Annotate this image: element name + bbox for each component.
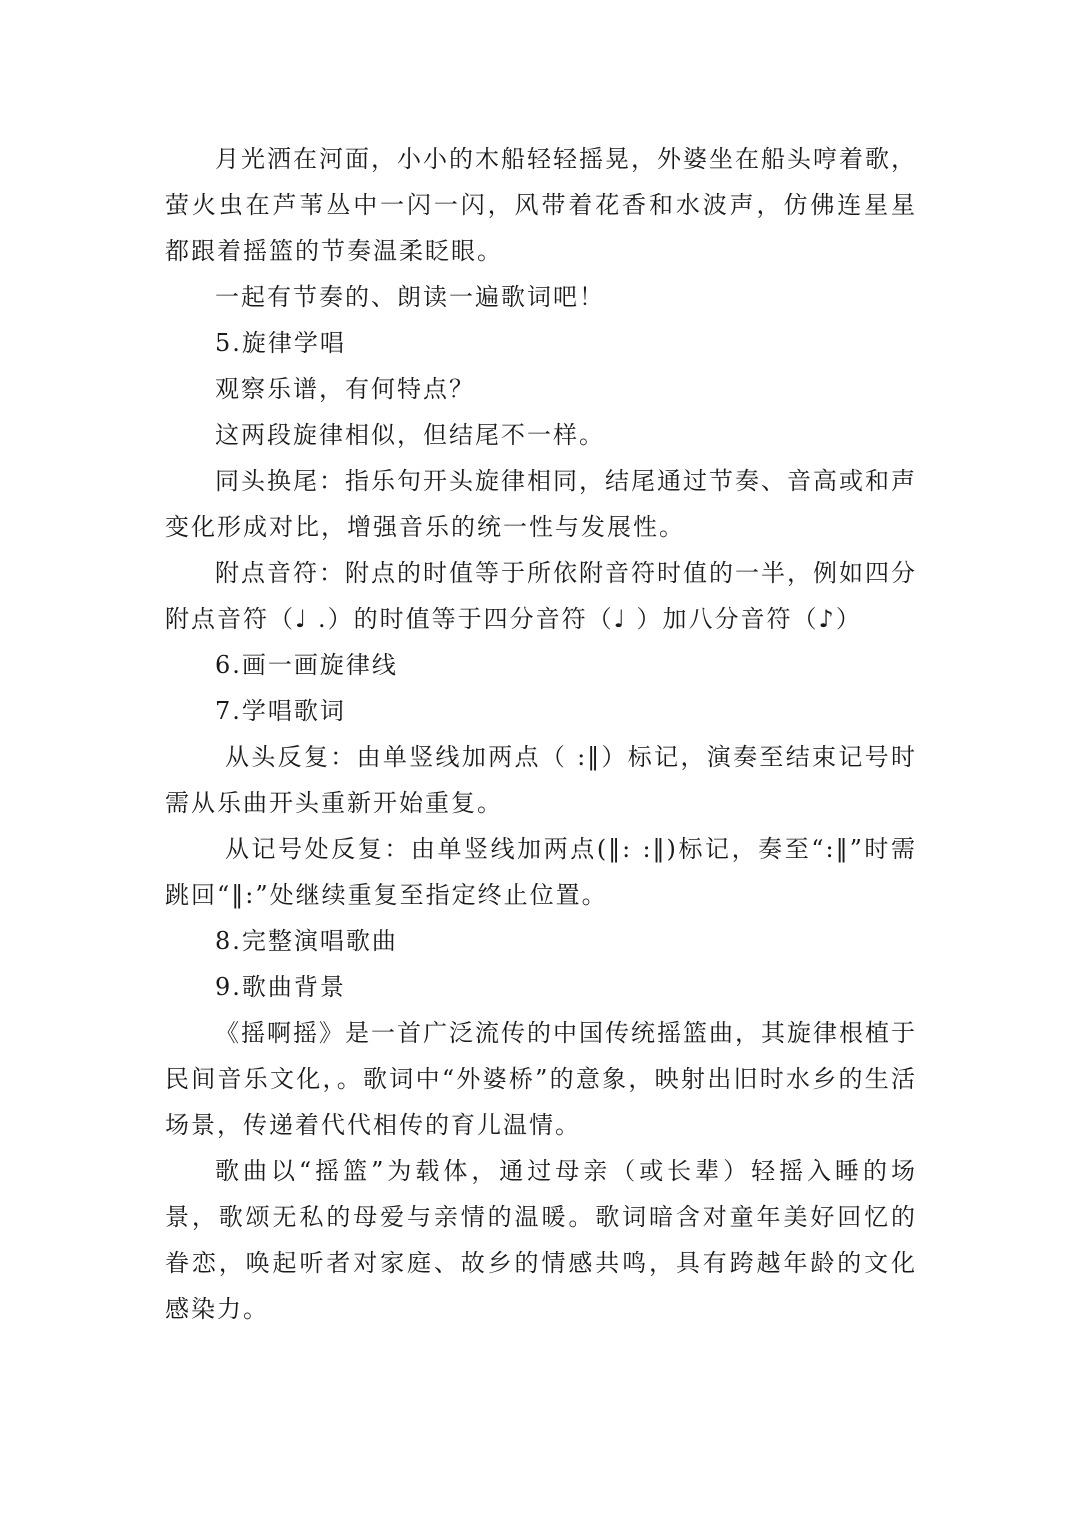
paragraph-song-origin: 《摇啊摇》是一首广泛流传的中国传统摇篮曲，其旋律根植于民间音乐文化，。歌词中“外婆桥”的意象，映射出旧时水乡的生活场景，传递着代代相传的育儿温情。 <box>165 1019 917 1139</box>
heading-full-singing: 8.完整演唱歌曲 <box>215 927 398 955</box>
paragraph-same-head-diff-tail: 同头换尾：指乐句开头旋律相同，结尾通过节奏、音高或和声变化形成对比，增强音乐的统一性与发展性。 <box>165 467 917 541</box>
paragraph-repeat-from-start: 从头反复：由单竖线加两点（ :‖）标记，演奏至结束记号时需从乐曲开头重新开始重复。 <box>165 743 917 817</box>
paragraph-dotted-note: 附点音符：附点的时值等于所依附音符时值的一半，例如四分附点音符（♩ .）的时值等于四分音符（♩ ）加八分音符（♪） <box>165 559 917 633</box>
paragraph-moonlight: 月光洒在河面，小小的木船轻轻摇晃，外婆坐在船头哼着歌，萤火虫在芦苇丛中一闪一闪，风带着花香和水波声，仿佛连星星都跟着摇篮的节奏温柔眨眼。 <box>165 145 917 265</box>
heading-song-background: 9.歌曲背景 <box>215 973 346 1001</box>
heading-draw-melody-line: 6.画一画旋律线 <box>215 651 398 679</box>
paragraph-repeat-from-sign: 从记号处反复：由单竖线加两点(‖: :‖)标记，奏至“:‖”时需跳回“‖:”处继续重复至指定终止位置。 <box>165 835 917 909</box>
heading-learn-lyrics: 7.学唱歌词 <box>215 697 346 725</box>
paragraph-read-lyrics: 一起有节奏的、朗读一遍歌词吧！ <box>215 283 605 311</box>
document-page <box>165 136 917 1332</box>
paragraph-song-theme: 歌曲以“摇篮”为载体，通过母亲（或长辈）轻摇入睡的场景，歌颂无私的母爱与亲情的温暖。歌词暗含对童年美好回忆的眷恋，唤起听者对家庭、故乡的情感共鸣，具有跨越年龄的文化感染力。 <box>165 1157 917 1323</box>
heading-melody-learning: 5.旋律学唱 <box>215 329 346 357</box>
paragraph-similar-melody: 这两段旋律相似，但结尾不一样。 <box>215 421 605 449</box>
paragraph-observe-score: 观察乐谱，有何特点？ <box>215 375 475 403</box>
